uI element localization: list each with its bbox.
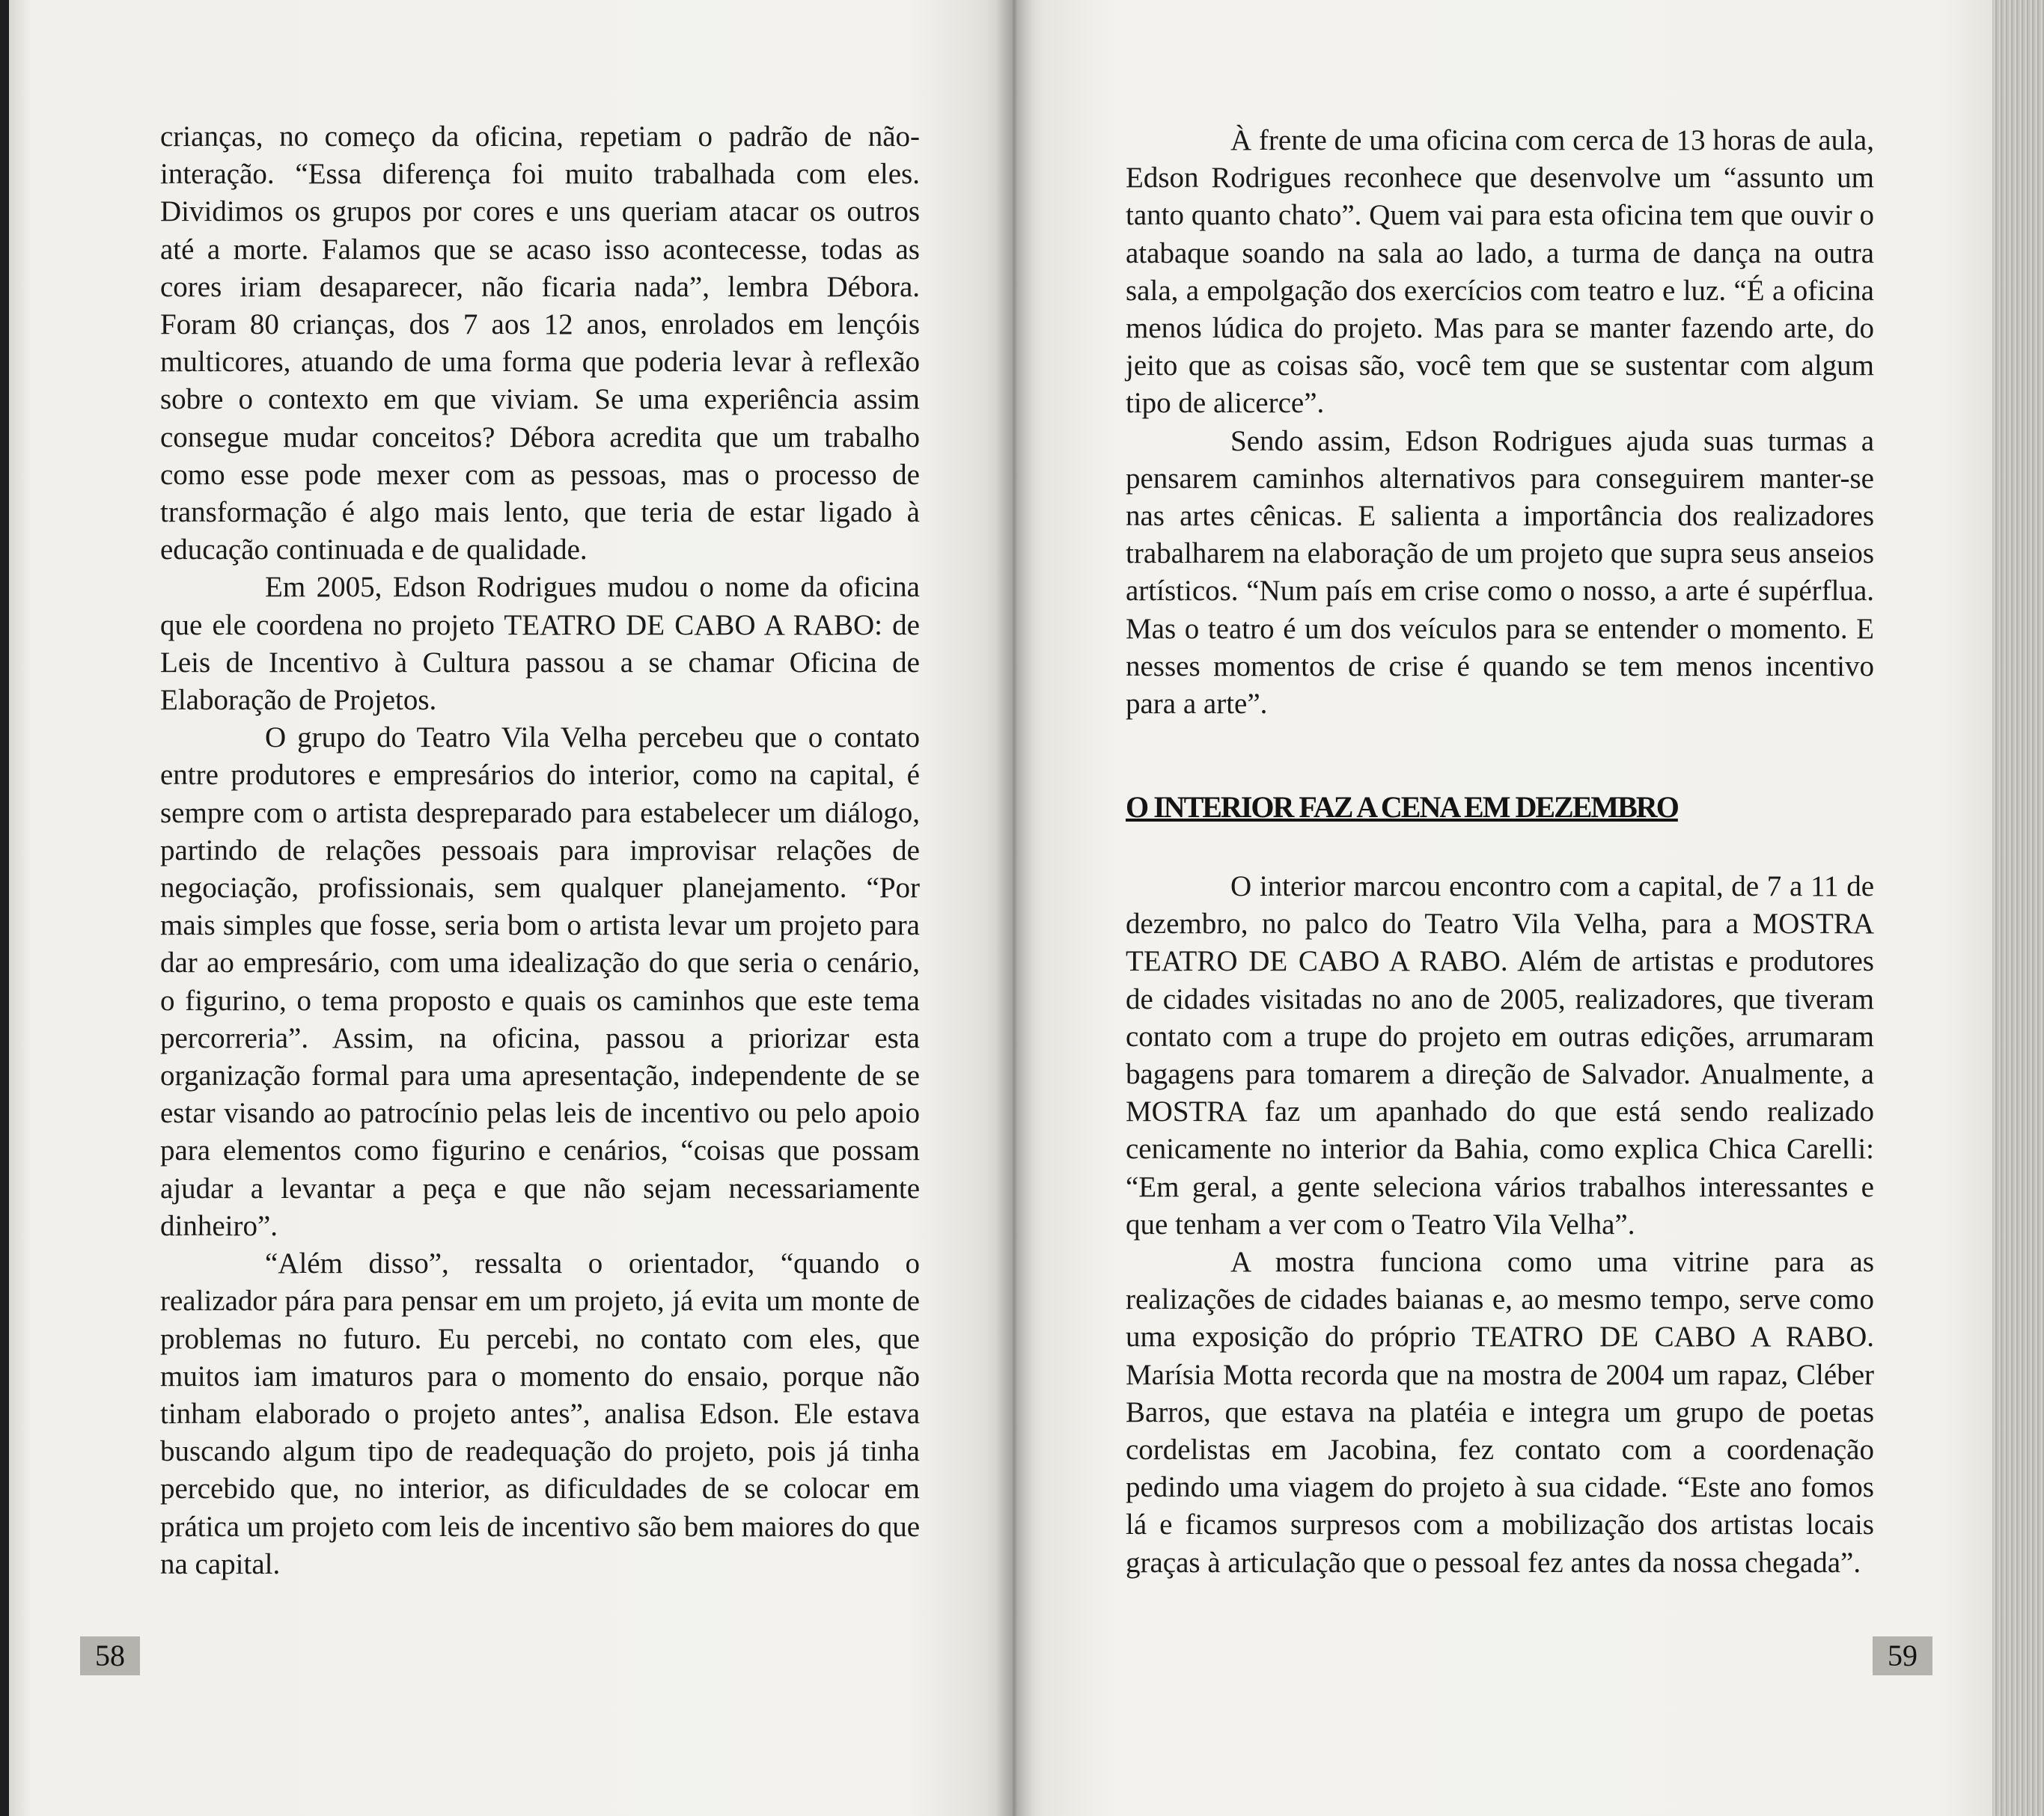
paragraph: O grupo do Teatro Vila Velha percebeu que o contato entre produtores e empresários do interior, como na capital, é sempre com o artista despreparado para estabelecer um diálogo, partindo de relações pessoais para improvisar relações de negociação, profissionais, sem qualquer planejamento. “Por mais simples que fosse, seria bom o artista levar um projeto para dar ao empresário, com uma idealização do que seria o cenário, o figurino, o tema proposto e quais os caminhos que este tema percorreria”. Assim, na oficina, passou a priorizar esta organização formal para uma apresentação, independente de se estar visando ao patrocínio pelas leis de incentivo ou pelo apoio para elementos como figurino e cenários, “coisas que possam ajudar a levantar a peça e que não sejam necessariamente dinheiro”.	[160, 721, 920, 1242]
right-page-body-bottom	[1126, 868, 1874, 1582]
paragraph: crianças, no começo da oficina, repetiam o padrão de não-interação. “Essa diferença foi muito trabalhada com eles. Dividimos os grupos por cores e uns queriam atacar os outros até a morte. Falamos que se acaso isso acontecesse, todas as cores iriam desaparecer, não ficaria nada”, lembra Débora. Foram 80 crianças, dos 7 aos 12 anos, enrolados em lençóis multicores, atuando de uma forma que poderia levar à reflexão sobre o contexto em que viviam. Se uma experiência assim consegue mudar conceitos? Débora acredita que um trabalho como esse pode mexer com as pessoas, mas o processo de transformação é algo mais lento, que teria de estar ligado à educação continuada e de qualidade.	[160, 120, 920, 566]
page-edges	[1992, 0, 2044, 1816]
paragraph: À frente de uma oficina com cerca de 13 horas de aula, Edson Rodrigues reconhece que desenvolve um “assunto um tanto quanto chato”. Quem vai para esta oficina tem que ouvir o atabaque soando na sala ao lado, a turma de dança na outra sala, a empolgação dos exercícios com teatro e luz. “É a oficina menos lúdica do projeto. Mas para se manter fazendo arte, do jeito que as coisas são, você tem que se sustentar com algum tipo de alicerce”.	[1126, 124, 1874, 420]
right-page	[1012, 0, 1992, 1816]
paragraph: Em 2005, Edson Rodrigues mudou o nome da oficina que ele coordena no projeto TEATRO DE CABO A RABO: de Leis de Incentivo à Cultura passou a se chamar Oficina de Elaboração de Projetos.	[160, 571, 920, 717]
paragraph: A mostra funciona como uma vitrine para as realizações de cidades baianas e, ao mesmo tempo, serve como uma exposição do próprio TEATRO DE CABO A RABO. Marísia Motta recorda que na mostra de 2004 um rapaz, Cléber Barros, que estava na platéia e integra um grupo de poetas cordelistas em Jacobina, fez contato com a coordenação pedindo uma viagem do projeto à sua cidade. “Este ano fomos lá e ficamos surpresos com a mobilização dos artistas locais graças à articulação que o pessoal fez antes da nossa chegada”.	[1126, 1246, 1874, 1579]
paragraph: O interior marcou encontro com a capital, de 7 a 11 de dezembro, no palco do Teatro Vila Velha, para a MOSTRA TEATRO DE CABO A RABO. Além de artistas e produtores de cidades visitadas no ano de 2005, realizadores, que tiveram contato com a trupe do projeto em outras edições, arrumaram bagagens para tomarem a direção de Salvador. Anualmente, a MOSTRA faz um apanhado do que está sendo realizado cenicamente no interior da Bahia, como explica Chica Carelli: “Em geral, a gente seleciona vários trabalhos interessantes e que tenham a ver com o Teatro Vila Velha”.	[1126, 870, 1874, 1241]
right-page-body-top	[1126, 122, 1874, 723]
left-page	[9, 0, 1012, 1816]
paragraph: Sendo assim, Edson Rodrigues ajuda suas turmas a pensarem caminhos alternativos para conseguirem manter-se nas artes cênicas. E salienta a importância dos realizadores trabalharem na elaboração de um projeto que supra seus anseios artísticos. “Num país em crise como o nosso, a arte é supérflua. Mas o teatro é um dos veículos para se entender o momento. E nesses momentos de crise é quando se tem menos incentivo para a arte”.	[1126, 424, 1874, 721]
left-page-body	[160, 118, 920, 1583]
page-number-right: 59	[1873, 1636, 1932, 1675]
page-number-left: 58	[80, 1636, 140, 1675]
gutter-shadow	[995, 0, 1033, 1816]
section-heading: O INTERIOR FAZ A CENA EM DEZEMBRO	[1126, 790, 1678, 824]
paragraph: “Além disso”, ressalta o orientador, “quando o realizador pára para pensar em um projeto, já evita um monte de problemas no futuro. Eu percebi, no contato com eles, que muitos iam imaturos para o momento do ensaio, porque não tinham elaborado o projeto antes”, analisa Edson. Ele estava buscando algum tipo de readequação do projeto, pois já tinha percebido que, no interior, as dificuldades de se colocar em prática um projeto com leis de incentivo são bem maiores do que na capital.	[160, 1247, 920, 1580]
